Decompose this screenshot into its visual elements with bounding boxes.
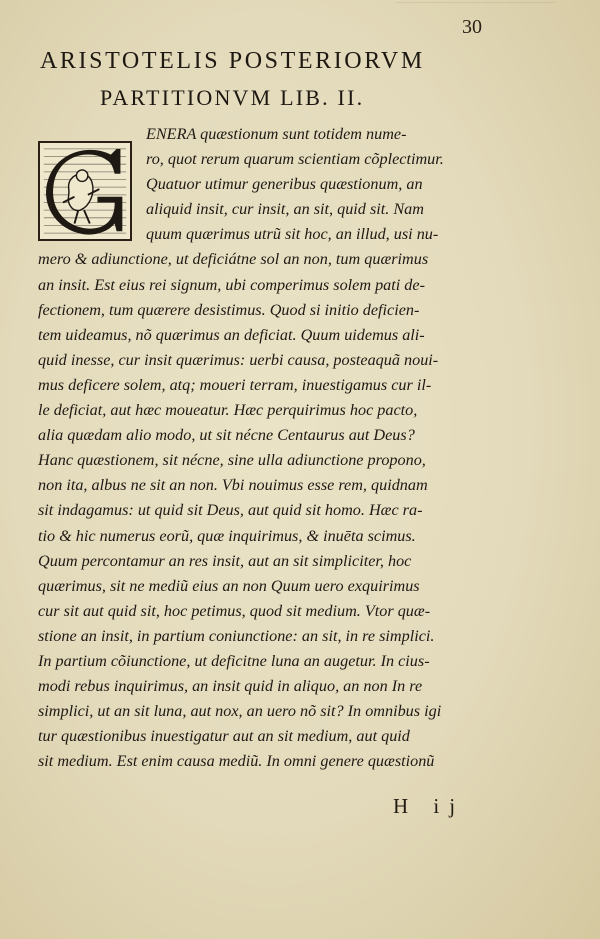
text-line: sit medium. Est enim causa mediũ. In omni genere quæstionũ <box>38 752 435 771</box>
text-line: quærimus, sit ne mediũ eius an non Quum uero exquirimus <box>38 576 420 595</box>
running-head-line-1: ARISTOTELIS POSTERIORVM <box>40 48 425 74</box>
text-line: mero & adiunctione, ut deficiátne sol an non, tum quærimus <box>38 250 429 269</box>
text-line: ro, quot rerum quarum scientiam cõplectimur. <box>146 150 444 169</box>
text-line: non ita, albus ne sit an non. Vbi nouimus esse rem, quidnam <box>38 476 428 495</box>
running-head <box>40 48 500 110</box>
page-number: 30 <box>462 16 482 38</box>
text-line: mus deficere solem, atq; moueri terram, inuestigamus cur il- <box>38 375 432 394</box>
text-line: Quum percontamur an res insit, aut an sit simpliciter, hoc <box>38 551 412 570</box>
text-line: Hanc quæstionem, sit nécne, sine ulla adiunctione propono, <box>38 451 426 470</box>
text-line: an insit. Est eius rei signum, ubi comperimus solem pati de- <box>38 275 425 294</box>
text-line: stione an insit, in partium coniunctione: an sit, in re simplici. <box>38 626 435 645</box>
text-line: modi rebus inquirimus, an insit quid in aliquo, an non In re <box>38 677 423 696</box>
text-line: fectionem, tum quærere desistimus. Quod si initio deficien- <box>38 300 420 319</box>
text-line: simplici, ut an sit luna, aut nox, an uero nõ sit? In omnibus igi <box>38 702 442 721</box>
signature-mark: H ij <box>393 794 466 818</box>
running-head-line-2: PARTITIONVM LIB. II. <box>100 85 365 110</box>
text-line: tem uideamus, nõ quærimus an deficiat. Quum uidemus ali- <box>38 325 425 344</box>
text-line: sit indagamus: ut quid sit Deus, aut quid sit homo. Hæc ra- <box>38 501 423 520</box>
main-text <box>38 122 520 774</box>
text-line: quum quærimus utrũ sit hoc, an illud, usi nu- <box>146 225 439 244</box>
text-line: aliquid insit, cur insit, an sit, quid sit. Nam <box>146 200 424 219</box>
text-line: tur quæstionibus inuestigatur aut an sit medium, aut quid <box>38 727 410 746</box>
text-line: quid inesse, cur insit quærimus: uerbi causa, posteaquã noui- <box>38 350 439 369</box>
text-line: ENERA quæstionum sunt totidem nume- <box>146 125 407 143</box>
text-line: In partium cõiunctione, ut deficitne luna an augetur. In cius- <box>38 651 430 670</box>
text-line: Quatuor utimur generibus quæstionum, an <box>146 175 423 194</box>
text-line: tio & hic numerus eorũ, quæ inquirimus, & inuēta scimus. <box>38 526 416 545</box>
text-line: le deficiat, aut hæc moueatur. Hæc perquirimus hoc pacto, <box>38 401 418 420</box>
text-line: alia quædam alio modo, ut sit nécne Centaurus aut Deus? <box>38 426 415 445</box>
text-line: cur sit aut quid sit, hoc petimus, quod sit medium. Vtor quæ- <box>38 601 431 620</box>
